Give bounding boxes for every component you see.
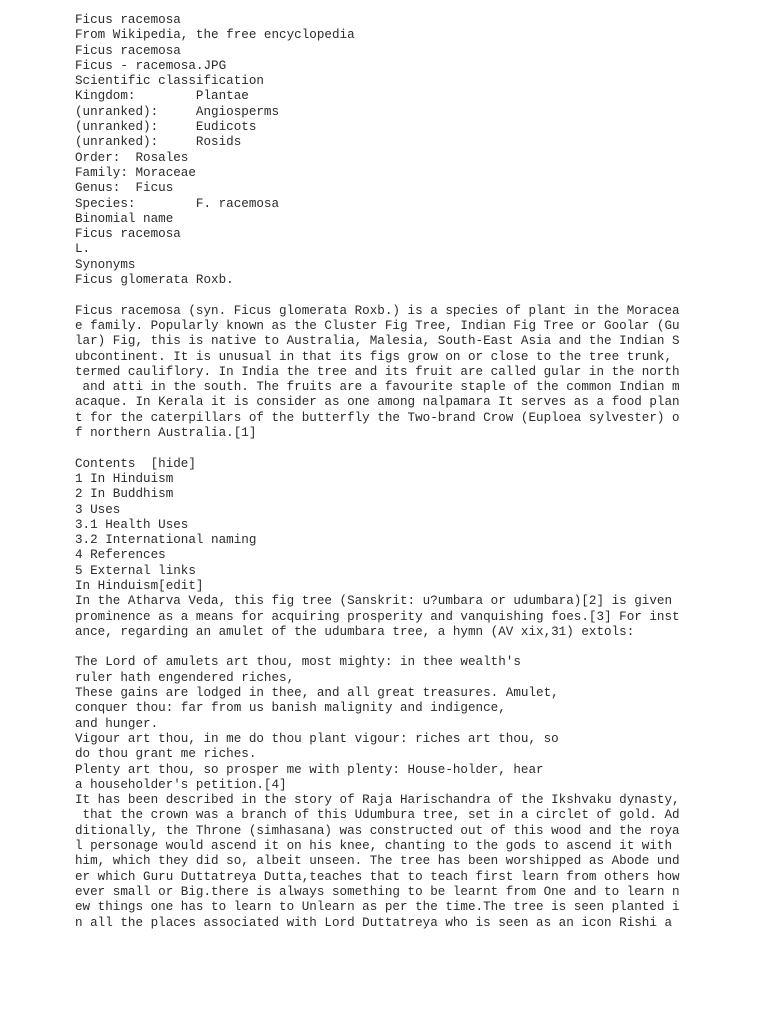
- contents-item: 2 In Buddhism: [75, 487, 174, 502]
- hymn-line: These gains are lodged in thee, and all great treasures. Amulet,: [75, 686, 559, 701]
- synonyms-heading: Synonyms: [75, 257, 136, 272]
- contents-heading: Contents [hide]: [75, 456, 196, 471]
- article-title: Ficus racemosa: [75, 13, 181, 27]
- classification-heading: Scientific classification: [75, 74, 264, 89]
- blank-line: [75, 288, 675, 303]
- story-line: n all the places associated with Lord Duttatreya who is seen as an icon Rishi a: [75, 915, 673, 930]
- intro-line: and atti in the south. The fruits are a favourite staple of the common Indian m: [75, 380, 680, 395]
- classification-row: (unranked): Angiosperms: [75, 104, 280, 119]
- binomial-author: L.: [75, 242, 91, 257]
- hymn-line: and hunger.: [75, 716, 159, 731]
- section-heading-hinduism: In Hinduism[edit]: [75, 578, 204, 593]
- blank-line: [75, 640, 675, 655]
- classification-row: Species: F. racemosa: [75, 196, 280, 211]
- hymn-line: Vigour art thou, in me do thou plant vigour: riches art thou, so: [75, 731, 559, 746]
- hinduism-para-line: ance, regarding an amulet of the udumbara tree, a hymn (AV xix,31) extols:: [75, 624, 635, 639]
- story-line: him, which they did so, albeit unseen. The tree has been worshipped as Abode und: [75, 854, 680, 869]
- intro-line: f northern Australia.[1]: [75, 426, 257, 441]
- intro-line: lar) Fig, this is native to Australia, Malesia, South-East Asia and the Indian S: [75, 334, 680, 349]
- hymn-line: a householder's petition.[4]: [75, 777, 287, 792]
- image-caption: Ficus racemosa: [75, 43, 181, 58]
- intro-line: termed cauliflory. In India the tree and its fruit are called gular in the north: [75, 364, 680, 379]
- synonyms-value: Ficus glomerata Roxb.: [75, 273, 234, 288]
- contents-item: 5 External links: [75, 563, 196, 578]
- hymn-line: ruler hath engendered riches,: [75, 670, 295, 685]
- intro-line: ubcontinent. It is unusual in that its figs grow on or close to the tree trunk,: [75, 349, 673, 364]
- story-line: er which Guru Duttatreya Dutta,teaches that to teach first learn from others how: [75, 869, 680, 884]
- hymn-line: conquer thou: far from us banish malignity and indigence,: [75, 701, 506, 716]
- intro-line: Ficus racemosa (syn. Ficus glomerata Roxb.) is a species of plant in the Moracea: [75, 303, 680, 318]
- story-line: ever small or Big.there is always something to be learnt from One and to learn n: [75, 884, 680, 899]
- classification-row: Kingdom: Plantae: [75, 89, 249, 104]
- binomial-name: Ficus racemosa: [75, 227, 181, 242]
- story-line: ditionally, the Throne (simhasana) was constructed out of this wood and the roya: [75, 823, 680, 838]
- hymn-line: Plenty art thou, so prosper me with plenty: House-holder, hear: [75, 762, 544, 777]
- classification-row: Order: Rosales: [75, 150, 189, 165]
- blank-line: [75, 441, 675, 456]
- story-line: ew things one has to learn to Unlearn as per the time.The tree is seen planted i: [75, 900, 680, 915]
- hinduism-para-line: prominence as a means for acquiring prosperity and vanquishing foes.[3] For inst: [75, 609, 680, 624]
- hymn-line: The Lord of amulets art thou, most mighty: in thee wealth's: [75, 655, 521, 670]
- image-filename: Ficus - racemosa.JPG: [75, 58, 227, 73]
- story-line: that the crown was a branch of this Udumbura tree, set in a circlet of gold. Ad: [75, 808, 680, 823]
- contents-item: 4 References: [75, 548, 166, 563]
- hymn-line: do thou grant me riches.: [75, 747, 257, 762]
- contents-item: 3.1 Health Uses: [75, 517, 189, 532]
- contents-item: 3 Uses: [75, 502, 121, 517]
- story-line: l personage would ascend it on his knee, chanting to the gods to ascend it with: [75, 839, 673, 854]
- classification-row: Family: Moraceae: [75, 165, 196, 180]
- document-text: [75, 13, 680, 931]
- intro-line: t for the caterpillars of the butterfly the Two-brand Crow (Euploea sylvester) o: [75, 410, 680, 425]
- contents-item: 3.2 International naming: [75, 533, 257, 548]
- classification-row: (unranked): Rosids: [75, 135, 242, 150]
- hinduism-para-line: In the Atharva Veda, this fig tree (Sanskrit: u?umbara or udumbara)[2] is given: [75, 594, 673, 609]
- intro-line: acaque. In Kerala it is consider as one among nalpamara It serves as a food plan: [75, 395, 680, 410]
- classification-row: Genus: Ficus: [75, 181, 174, 196]
- classification-row: (unranked): Eudicots: [75, 120, 257, 135]
- source-line: From Wikipedia, the free encyclopedia: [75, 28, 355, 43]
- intro-line: e family. Popularly known as the Cluster Fig Tree, Indian Fig Tree or Goolar (Gu: [75, 318, 680, 333]
- binomial-heading: Binomial name: [75, 211, 174, 226]
- story-line: It has been described in the story of Raja Harischandra of the Ikshvaku dynasty,: [75, 793, 680, 808]
- contents-item: 1 In Hinduism: [75, 471, 174, 486]
